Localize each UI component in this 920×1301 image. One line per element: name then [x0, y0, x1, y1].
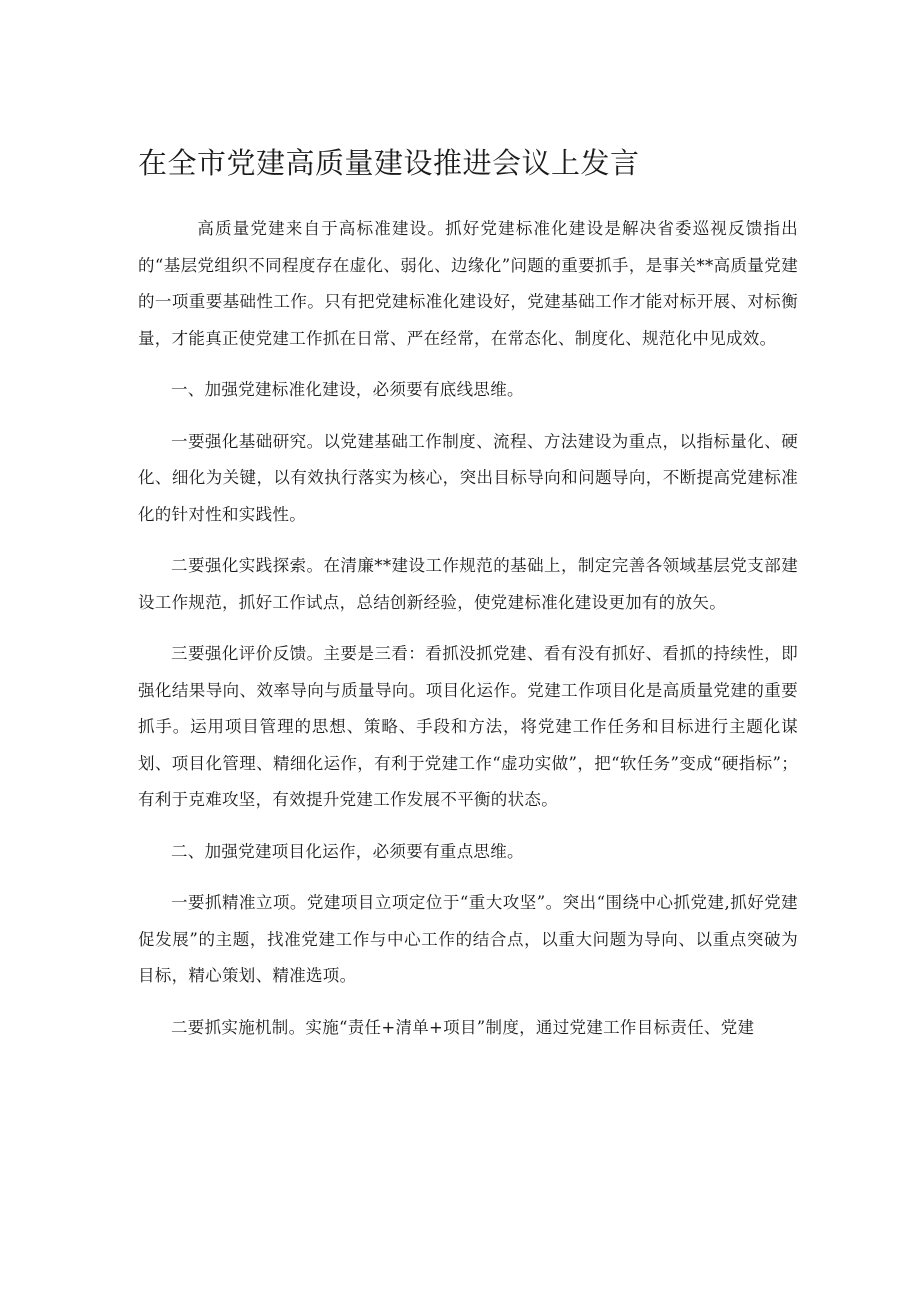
paragraph-2-2: 二要抓实施机制。实施“责任+清单+项目”制度，通过党建工作目标责任、党建 [171, 1017, 755, 1037]
document-body [138, 211, 798, 1061]
document-title: 在全市党建高质量建设推进会议上发言 [138, 146, 640, 180]
paragraph-intro: 高质量党建来自于高标准建设。抓好党建标准化建设是解决省委巡视反馈指出的“基层党组织不同程度存在虚化、弱化、边缘化”问题的重要抓手，是事关**高质量党建的一项重要基础性工作。只有把党建标准化建设好，党建基础工作才能对标开展、对标衡量，才能真正使党建工作抓在日常、严在经常，在常态化、制度化、规范化中见成效。 [138, 219, 798, 348]
section-heading-1: 一、加强党建标准化建设，必须要有底线思维。 [171, 380, 524, 399]
paragraph-2-1: 一要抓精准立项。党建项目立项定位于“重大攻坚”。突出“围绕中心抓党建,抓好党建促发展”的主题，找准党建工作与中心工作的结合点，以重大问题为导向、以重点突破为目标，精心策划、精准选项。 [138, 893, 798, 985]
paragraph-1-3: 三要强化评价反馈。主要是三看：看抓没抓党建、看有没有抓好、看抓的持续性，即强化结果导向、效率导向与质量导向。项目化运作。党建工作项目化是高质量党建的重要抓手。运用项目管理的思想、策略、手段和方法，将党建工作任务和目标进行主题化谋划、项目化管理、精细化运作，有利于党建工作“虚功实做”，把“软任务”变成“硬指标”；有利于克难攻坚，有效提升党建工作发展不平衡的状态。 [138, 644, 798, 809]
paragraph-1-1: 一要强化基础研究。以党建基础工作制度、流程、方法建设为重点，以指标量化、硬化、细化为关键，以有效执行落实为核心，突出目标导向和问题导向，不断提高党建标准化的针对性和实践性。 [138, 431, 798, 524]
section-heading-2: 二、加强党建项目化运作，必须要有重点思维。 [171, 841, 524, 861]
paragraph-1-2: 二要强化实践探索。在清廉**建设工作规范的基础上，制定完善各领域基层党支部建设工作规范，抓好工作试点，总结创新经验，使党建标准化建设更加有的放矢。 [138, 556, 798, 612]
